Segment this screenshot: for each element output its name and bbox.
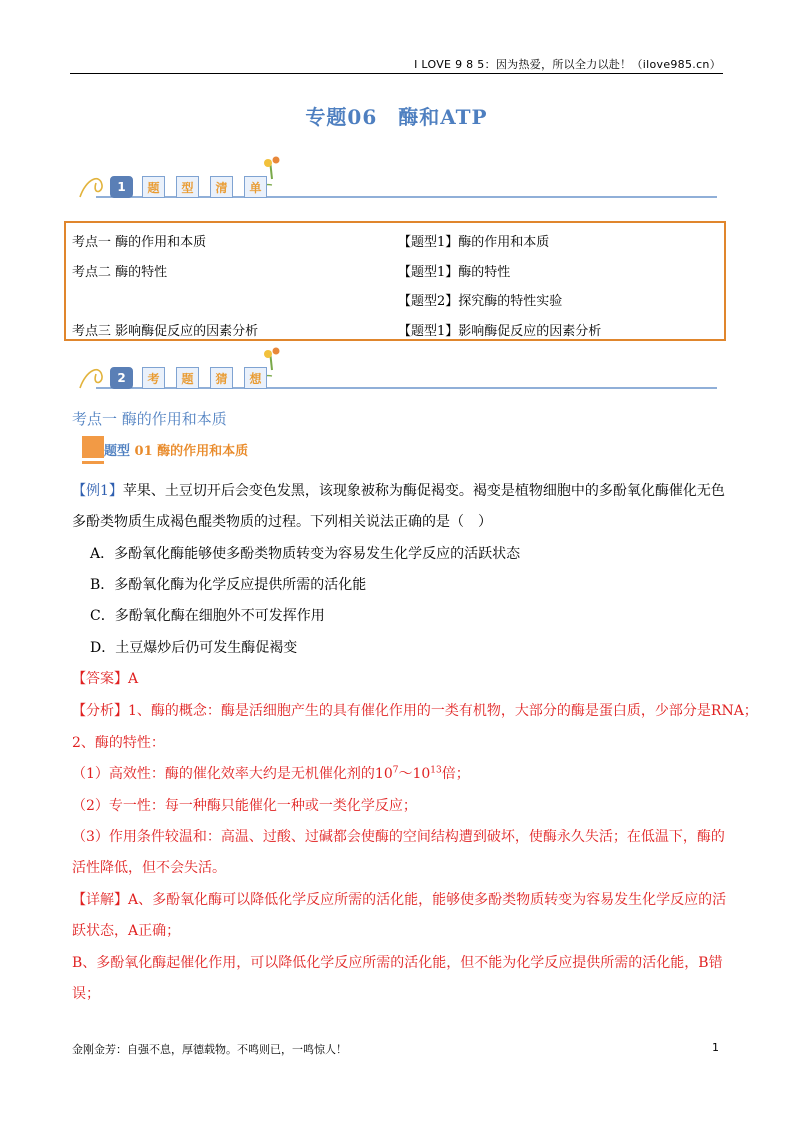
analysis-line-3 [72,763,470,783]
type-square-icon [82,436,104,458]
page-number: 1 [712,1041,719,1054]
checklist-left-2: 考点二 酶的特性 [72,265,168,280]
banner-decoration [72,155,717,201]
banner-char: 题 [142,176,165,198]
banner-question-guess [72,346,717,391]
analysis-line-2: 2、酶的特性： [72,735,165,751]
type-label [104,440,248,459]
type-name: 酶的作用和本质 [157,444,249,459]
exponent-13: 13 [430,765,442,776]
analysis-line-5: （3）作用条件较温和：高温、过酸、过碱都会使酶的空间结构遭到破坏，使酶永久失活；在低温下，酶的 [72,829,725,845]
checklist-right-4: 【题型1】影响酶促反应的因素分析 [398,324,602,339]
example-tag: 【例1】 [72,483,123,499]
exponent-7: 7 [392,765,399,776]
analysis-text-1: 1、酶的概念：酶是活细胞产生的具有催化作用的一类有机物，大部分的酶是蛋白质，少部分是RNA； [128,703,758,719]
banner-char: 题 [176,367,199,389]
checklist-right-2: 【题型1】酶的特性 [398,265,511,280]
answer-value: A [128,671,139,687]
checklist-right-3: 【题型2】探究酶的特性实验 [398,294,563,309]
option-b: B．多酚氧化酶为化学反应提供所需的活化能 [90,577,367,593]
type-number: 01 [134,444,153,459]
type-underline [82,461,104,464]
detail-text-1: A、多酚氧化酶可以降低化学反应所需的活化能，能够使多酚类物质转变为容易发生化学反应的活 [128,892,727,908]
banner-char: 考 [142,367,165,389]
answer-tag: 【答案】 [72,671,128,687]
page-title: 专题06 酶和ATP [305,105,488,129]
section-title: 考点一 酶的作用和本质 [72,410,227,428]
header-text: I LOVE 9 8 5：因为热爱，所以全力以赴！（ilove985.cn） [414,58,721,71]
detail-line-3: B、多酚氧化酶起催化作用，可以降低化学反应所需的活化能，但不能为化学反应提供所需的活化能，B错 [72,955,723,971]
banner-number-badge: 2 [110,367,133,389]
option-c: C．多酚氧化酶在细胞外不可发挥作用 [90,608,325,624]
type-prefix: 题型 [104,444,131,459]
analysis-tag: 【分析】 [72,703,128,719]
example-text-1: 苹果、土豆切开后会变色发黑，该现象被称为酶促褐变。褐变是植物细胞中的多酚氧化酶催化无色 [122,483,725,499]
answer-line [72,668,138,688]
banner-char: 型 [176,176,199,198]
banner-char: 想 [244,367,267,389]
banner-number-badge: 1 [110,176,133,198]
analysis-text-3c: 倍； [441,766,470,782]
analysis-line-1 [72,700,758,720]
analysis-text-3a: （1）高效性：酶的催化效率大约是无机催化剂的10 [72,766,393,782]
banner-char: 猜 [210,367,233,389]
banner-type-list [72,155,717,200]
example-line-1 [72,480,725,500]
analysis-line-6: 活性降低，但不会失活。 [72,860,226,876]
example-line-2: 多酚类物质生成褐色醌类物质的过程。下列相关说法正确的是（ ） [72,514,492,530]
checklist-right-1: 【题型1】酶的作用和本质 [398,235,550,250]
footer-motto: 金刚金芳：自强不息，厚德载物。不鸣则已，一鸣惊人！ [72,1043,347,1056]
analysis-text-3b: ～10 [398,766,431,782]
banner-decoration [72,346,717,392]
detail-line-4: 误； [72,986,100,1002]
checklist-left-1: 考点一 酶的作用和本质 [72,235,207,250]
checklist-left-4: 考点三 影响酶促反应的因素分析 [72,324,259,339]
detail-line-2: 跃状态，A正确； [72,923,181,939]
option-d: D．土豆爆炒后仍可发生酶促褐变 [90,640,298,656]
detail-line-1 [72,889,726,909]
detail-tag: 【详解】 [72,892,128,908]
header-rule [70,73,723,74]
banner-char: 清 [210,176,233,198]
option-a: A．多酚氧化酶能够使多酚类物质转变为容易发生化学反应的活跃状态 [90,546,521,562]
banner-char: 单 [244,176,267,198]
analysis-line-4: （2）专一性：每一种酶只能催化一种或一类化学反应； [72,798,417,814]
checklist-box [64,221,726,341]
